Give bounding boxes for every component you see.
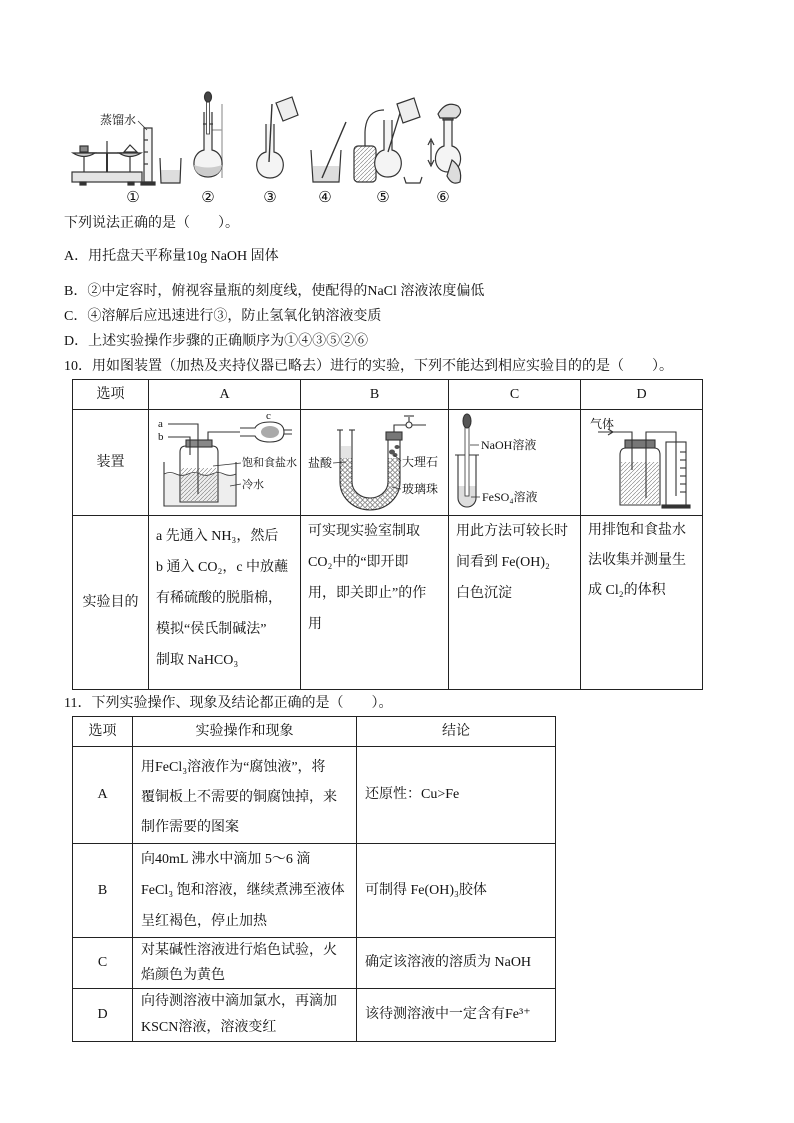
operation-line: 对某碱性溶液进行焰色试验，火 <box>141 943 337 958</box>
step-number: ② <box>201 188 215 206</box>
purpose-c-line: 用此方法可较长时 <box>456 524 568 539</box>
q9-option-d: D．上述实验操作步骤的正确顺序为①④③⑤②⑥ <box>64 334 369 349</box>
purpose-c-line: 白色沉淀 <box>456 586 512 601</box>
apparatus-b-cell <box>301 410 449 516</box>
step2-volumetric-flask-drawing <box>194 92 222 178</box>
marble-label: 大理石 <box>402 455 439 469</box>
q10-header-d: D <box>581 380 703 410</box>
q11-conclusion-cell: 确定该溶液的溶质为 NaOH <box>357 938 556 989</box>
solution-preparation-figure <box>72 92 461 206</box>
q11-operation-cell <box>133 844 357 938</box>
cold-water-label: 冷水 <box>242 479 264 491</box>
operation-line: 制作需要的图案 <box>141 820 239 835</box>
q11-table <box>72 716 556 1042</box>
q10-stem: 10．用如图装置（加热及夹持仪器已略去）进行的实验，下列不能达到相应实验目的的是（ ）。 <box>64 359 673 374</box>
feso4-solution-label: FeSO₄溶液 <box>482 490 538 504</box>
step6-shake-drawing <box>428 104 461 183</box>
step-number: ① <box>126 188 140 206</box>
q11-option-cell: B <box>73 844 133 938</box>
gas-inlet-label: 气体 <box>590 417 615 431</box>
apparatus-a-label-b: b <box>158 431 164 443</box>
q11-row-a <box>73 747 556 844</box>
purpose-a-cell <box>149 516 301 690</box>
step5-rinse-transfer-drawing <box>354 98 422 183</box>
q11-operation-cell <box>133 938 357 989</box>
purpose-b-line: CO₂中的“即开即 <box>308 555 409 570</box>
apparatus-c-cell <box>449 410 581 516</box>
q11-option-cell: D <box>73 989 133 1042</box>
q11-header-operation: 实验操作和现象 <box>133 717 357 747</box>
operation-line: 覆铜板上不需要的铜腐蚀掉，来 <box>141 790 337 805</box>
q11-conclusion-cell: 可制得 Fe(OH)₃胶体 <box>357 844 556 938</box>
apparatus-d-cell <box>581 410 703 516</box>
purpose-b-cell <box>301 516 449 690</box>
step-number: ③ <box>263 188 277 206</box>
operation-line: 向待测溶液中滴加氯水，再滴加 <box>141 994 337 1009</box>
q10-header-row <box>73 380 703 410</box>
purpose-c-cell <box>449 516 581 690</box>
q9-option-a: A．用托盘天平称量10g NaOH 固体 <box>64 249 279 264</box>
q11-stem: 11．下列实验操作、现象及结论都正确的是（ ）。 <box>64 696 393 711</box>
operation-line: 焰颜色为黄色 <box>141 968 225 983</box>
step-number: ④ <box>318 188 332 206</box>
step-number: ⑥ <box>436 188 450 206</box>
q11-operation-cell <box>133 989 357 1042</box>
q10-apparatus-label: 装置 <box>73 410 149 516</box>
q9-option-b: B．②中定容时，俯视容量瓶的刻度线，使配得的NaCl 溶液浓度偏低 <box>64 284 485 299</box>
q11-conclusion-cell: 该待测溶液中一定含有Fe³⁺ <box>357 989 556 1042</box>
purpose-b-line: 用，即关即止”的作 <box>308 586 427 601</box>
q10-header-a: A <box>149 380 301 410</box>
naoh-solution-label: NaOH溶液 <box>481 438 537 452</box>
purpose-b-line: 可实现实验室制取 <box>308 524 420 539</box>
purpose-c-line: 间看到 Fe(OH)₂ <box>456 555 550 570</box>
q11-operation-cell <box>133 747 357 844</box>
operation-line: FeCl₃ 饱和溶液，继续煮沸至液体 <box>141 883 345 898</box>
q10-apparatus-row <box>73 410 703 516</box>
q11-conclusion-cell: 还原性：Cu>Fe <box>357 747 556 844</box>
step1-balance-drawing <box>72 121 181 185</box>
q10-purpose-row <box>73 516 703 690</box>
q10-purpose-label: 实验目的 <box>73 516 149 690</box>
q11-option-cell: A <box>73 747 133 844</box>
q11-option-cell: C <box>73 938 133 989</box>
apparatus-a-cell <box>149 410 301 516</box>
purpose-a-line: 模拟“侯氏制碱法” <box>156 622 267 637</box>
purpose-a-line: a 先通入 NH₃，然后 <box>156 529 279 544</box>
purpose-b-line: 用 <box>308 617 322 632</box>
operation-line: 向40mL 沸水中滴加 5～6 滴 <box>141 852 311 867</box>
operation-line: KSCN溶液，溶液变红 <box>141 1020 277 1035</box>
q10-table <box>72 379 703 690</box>
q11-header-option: 选项 <box>73 717 133 747</box>
step-number: ⑤ <box>376 188 390 206</box>
purpose-a-line: 制取 NaHCO₃ <box>156 653 239 668</box>
operation-line: 呈红褐色，停止加热 <box>141 914 267 929</box>
apparatus-a-label-a: a <box>158 418 163 430</box>
distilled-water-label: 蒸馏水 <box>100 113 137 127</box>
purpose-d-cell <box>581 516 703 690</box>
q11-row-b <box>73 844 556 938</box>
purpose-d-line: 用排饱和食盐水 <box>588 523 686 538</box>
q10-header-b: B <box>301 380 449 410</box>
q11-header-conclusion: 结论 <box>357 717 556 747</box>
apparatus-a-label-c: c <box>266 410 271 422</box>
q10-header-option: 选项 <box>73 380 149 410</box>
purpose-d-line: 法收集并测量生 <box>588 553 686 568</box>
q11-header-row <box>73 717 556 747</box>
saturated-brine-label: 饱和食盐水 <box>242 457 297 469</box>
hydrochloric-acid-label: 盐酸 <box>308 456 333 470</box>
glass-beads-label: 玻璃珠 <box>402 482 439 496</box>
purpose-d-line: 成 Cl₂的体积 <box>588 583 666 598</box>
q10-header-c: C <box>449 380 581 410</box>
q11-row-d <box>73 989 556 1042</box>
q11-row-c <box>73 938 556 989</box>
purpose-a-line: b 通入 CO₂，c 中放蘸 <box>156 560 289 575</box>
operation-line: 用FeCl₃溶液作为“腐蚀液”，将 <box>141 760 326 775</box>
q9-option-c: C．④溶解后应迅速进行③，防止氢氧化钠溶液变质 <box>64 309 382 324</box>
purpose-a-line: 有稀硫酸的脱脂棉， <box>156 591 282 606</box>
q9-stem: 下列说法正确的是（ ）。 <box>64 216 239 231</box>
step4-dissolve-drawing <box>311 122 346 182</box>
step3-transfer-drawing <box>257 97 298 178</box>
